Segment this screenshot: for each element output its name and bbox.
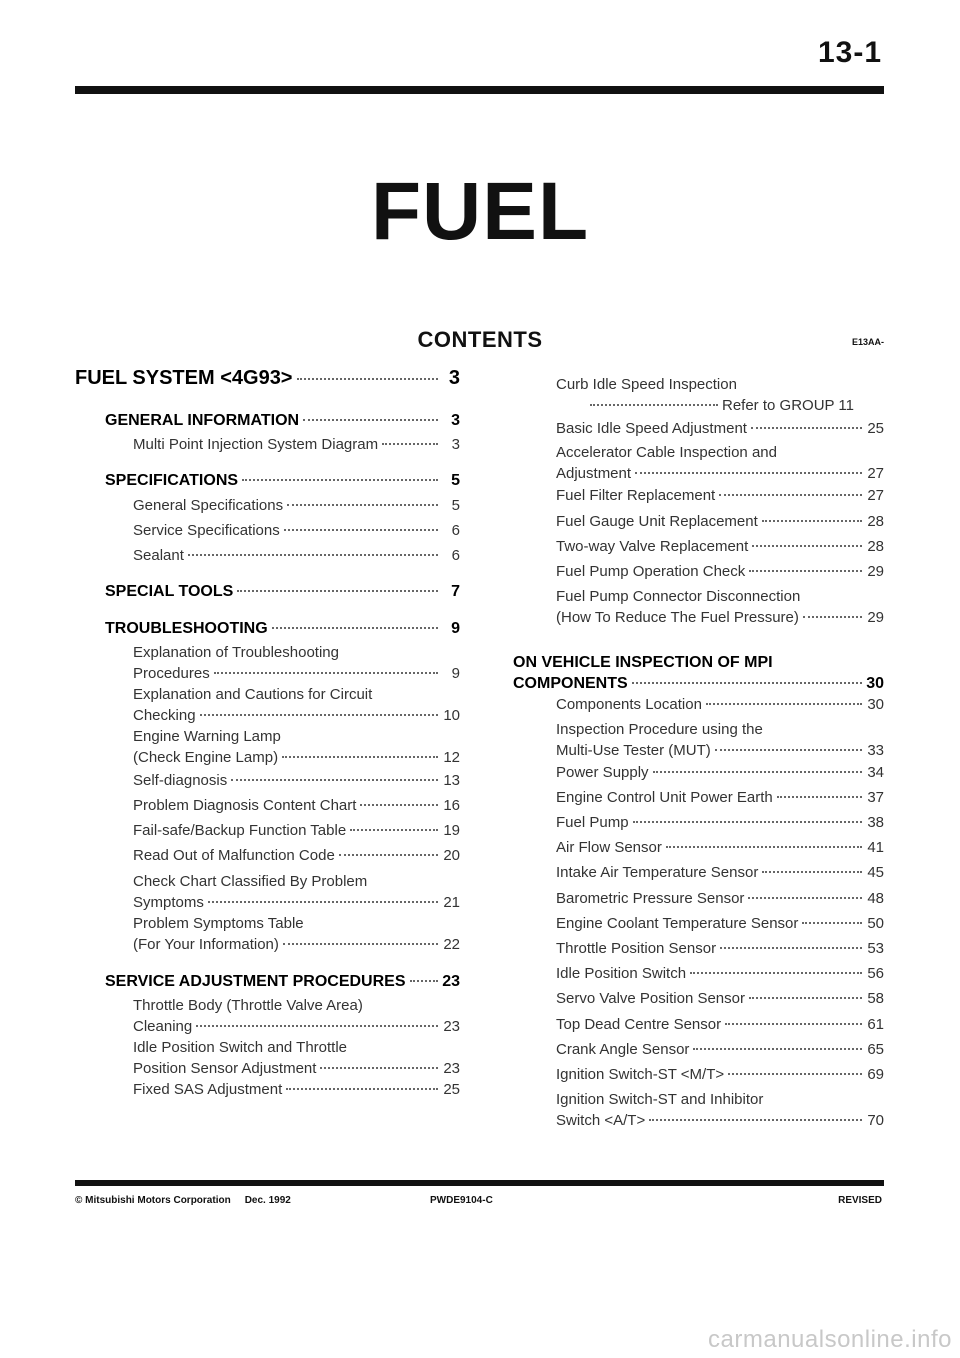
toc-entry-title: Throttle Position Sensor	[556, 940, 717, 957]
toc-entry-service-adjustment-procedures	[75, 971, 460, 992]
toc-entry-title: Fuel Gauge Unit Replacement	[556, 513, 758, 530]
toc-entry-title: Fail-safe/Backup Function Table	[133, 822, 347, 839]
toc-entry-page: 65	[867, 1041, 884, 1058]
toc-entry-title: Power Supply	[556, 764, 649, 781]
toc-leader-dots	[200, 714, 438, 716]
toc-entry-title-line: Explanation and Cautions for Circuit	[133, 686, 373, 703]
toc-entry-page: 27	[867, 487, 884, 504]
toc-entry-title: Multi Point Injection System Diagram	[133, 436, 379, 453]
toc-leader-dots	[749, 997, 862, 999]
toc-entry-intake-air-temperature-sensor	[513, 862, 884, 883]
toc-entry-title: Adjustment	[556, 465, 632, 482]
toc-entry-page: 9	[451, 620, 460, 637]
toc-entry-accelerator-cable-inspection-and-adjustment	[513, 442, 884, 484]
toc-entry-title-line: Inspection Procedure using the	[556, 721, 763, 738]
toc-entry-check-chart-classified-by-problem-symptoms	[75, 871, 460, 913]
toc-leader-dots	[762, 520, 862, 522]
toc-leader-dots	[297, 378, 439, 380]
toc-entry-page: 29	[867, 609, 884, 626]
toc-entry-fuel-filter-replacement	[513, 485, 884, 506]
toc-entry-special-tools	[75, 581, 460, 602]
footer-code: PWDE9104-C	[430, 1195, 493, 1206]
toc-entry-page: 12	[443, 749, 460, 766]
toc-entry-page: 41	[867, 839, 884, 856]
toc-entry-title: Cleaning	[133, 1018, 193, 1035]
toc-entry-two-way-valve-replacement	[513, 536, 884, 557]
toc-entry-title-line: Engine Warning Lamp	[133, 728, 281, 745]
toc-entry-page: 3	[448, 367, 460, 389]
toc-leader-dots	[749, 570, 862, 572]
toc-entry-page: 27	[867, 465, 884, 482]
toc-entry-throttle-position-sensor	[513, 938, 884, 959]
footer-copyright	[75, 1195, 291, 1206]
toc-entry-title-line: Accelerator Cable Inspection and	[556, 444, 777, 461]
toc-entry-page: 25	[867, 420, 884, 437]
toc-leader-dots	[283, 943, 438, 945]
top-rule	[75, 86, 884, 94]
toc-entry-title: Engine Coolant Temperature Sensor	[556, 915, 799, 932]
toc-entry-title: Position Sensor Adjustment	[133, 1060, 317, 1077]
toc-entry-page: 13	[443, 772, 460, 789]
toc-leader-dots	[762, 871, 862, 873]
toc-entry-page: 70	[867, 1112, 884, 1129]
toc-entry-specifications	[75, 470, 460, 491]
toc-entry-servo-valve-position-sensor	[513, 988, 884, 1009]
toc-leader-dots	[728, 1073, 862, 1075]
toc-entry-page: 22	[443, 936, 460, 953]
toc-leader-dots	[777, 796, 862, 798]
toc-entry-barometric-pressure-sensor	[513, 888, 884, 909]
toc-entry-page: 16	[443, 797, 460, 814]
toc-leader-dots	[237, 590, 438, 592]
toc-entry-problem-diagnosis-content-chart	[75, 795, 460, 816]
toc-entry-basic-idle-speed-adjustment	[513, 418, 884, 439]
toc-entry-general-specifications	[75, 495, 460, 516]
toc-entry-page: 3	[451, 412, 460, 429]
contents-heading: CONTENTS	[417, 327, 543, 352]
toc-entry-fail-safe-backup-function-table	[75, 820, 460, 841]
toc-entry-title: SERVICE ADJUSTMENT PROCEDURES	[105, 973, 406, 990]
toc-entry-crank-angle-sensor	[513, 1039, 884, 1060]
toc-leader-dots	[719, 494, 862, 496]
toc-leader-dots	[720, 947, 862, 949]
page-title: FUEL	[370, 166, 590, 257]
toc-entry-title: Switch <A/T>	[556, 1112, 646, 1129]
toc-leader-dots	[286, 1088, 438, 1090]
toc-leader-dots	[690, 972, 862, 974]
toc-entry-page: 6	[451, 547, 460, 564]
toc-entry-title: Fuel Pump	[556, 814, 629, 831]
toc-entry-service-specifications	[75, 520, 460, 541]
toc-entry-sealant	[75, 545, 460, 566]
toc-entry-on-vehicle-inspection-of-mpi-components	[513, 652, 884, 694]
toc-leader-dots	[320, 1067, 438, 1069]
toc-entry-page: 3	[451, 436, 460, 453]
toc-entry-page: 69	[867, 1066, 884, 1083]
toc-entry-problem-symptoms-table-for-your-information	[75, 913, 460, 955]
toc-entry-page: 58	[867, 990, 884, 1007]
toc-entry-title: Fuel Filter Replacement	[556, 487, 716, 504]
toc-entry-components-location	[513, 694, 884, 715]
toc-entry-title: Ignition Switch-ST <M/T>	[556, 1066, 725, 1083]
toc-leader-dots	[350, 829, 438, 831]
toc-entry-title: Service Specifications	[133, 522, 280, 539]
toc-entry-ignition-switch-st-m-t	[513, 1064, 884, 1085]
toc-entry-page: 28	[867, 513, 884, 530]
toc-leader-dots	[706, 703, 862, 705]
toc-entry-page: 23	[442, 973, 460, 990]
toc-entry-title: COMPONENTS	[513, 675, 628, 692]
toc-entry-page: 5	[451, 497, 460, 514]
toc-entry-title: General Specifications	[133, 497, 284, 514]
toc-entry-fuel-pump	[513, 812, 884, 833]
toc-entry-title-line: Curb Idle Speed Inspection	[556, 376, 737, 393]
toc-entry-title: Symptoms	[133, 894, 204, 911]
toc-entry-title: Checking	[133, 707, 196, 724]
footer-status: REVISED	[838, 1195, 882, 1206]
toc-entry-page: 45	[867, 864, 884, 881]
toc-entry-title: Basic Idle Speed Adjustment	[556, 420, 747, 437]
toc-leader-dots	[208, 901, 438, 903]
toc-entry-page: 20	[443, 847, 460, 864]
toc-entry-title: Fixed SAS Adjustment	[133, 1081, 283, 1098]
toc-entry-title: Fuel Pump Operation Check	[556, 563, 746, 580]
toc-entry-title: (How To Reduce The Fuel Pressure)	[556, 609, 799, 626]
toc-entry-page: 28	[867, 538, 884, 555]
toc-entry-page: 19	[443, 822, 460, 839]
toc-entry-multi-point-injection-system-diagram	[75, 434, 460, 455]
toc-entry-top-dead-centre-sensor	[513, 1014, 884, 1035]
toc-leader-dots	[666, 846, 862, 848]
toc-leader-dots	[752, 545, 862, 547]
toc-entry-title: Multi-Use Tester (MUT)	[556, 742, 711, 759]
toc-entry-page: 9	[451, 665, 460, 682]
toc-entry-title: Intake Air Temperature Sensor	[556, 864, 759, 881]
toc-entry-title: Procedures	[133, 665, 210, 682]
toc-entry-title: Engine Control Unit Power Earth	[556, 789, 773, 806]
toc-leader-dots	[590, 404, 718, 406]
toc-entry-title: SPECIFICATIONS	[105, 472, 239, 489]
toc-entry-title: Problem Diagnosis Content Chart	[133, 797, 357, 814]
toc-entry-title-line: Idle Position Switch and Throttle	[133, 1039, 348, 1056]
toc-leader-dots	[693, 1048, 862, 1050]
footer-copyright-text: © Mitsubishi Motors Corporation	[75, 1195, 231, 1206]
toc-entry-title: Components Location	[556, 696, 702, 713]
toc-leader-dots	[360, 804, 438, 806]
toc-entry-page: 21	[443, 894, 460, 911]
toc-entry-page: 48	[867, 890, 884, 907]
toc-leader-dots	[715, 749, 862, 751]
toc-entry-page: 50	[867, 915, 884, 932]
toc-entry-fuel-pump-operation-check	[513, 561, 884, 582]
toc-entry-engine-warning-lamp-check-engine-lamp	[75, 726, 460, 768]
toc-leader-dots	[635, 472, 862, 474]
toc-leader-dots	[282, 756, 438, 758]
toc-entry-title-line: Check Chart Classified By Problem	[133, 873, 368, 890]
toc-entry-title: Top Dead Centre Sensor	[556, 1016, 722, 1033]
toc-leader-dots	[284, 529, 438, 531]
toc-entry-title: Barometric Pressure Sensor	[556, 890, 745, 907]
toc-entry-fuel-pump-connector-disconnection-how-to-reduce-the-fuel-pressure	[513, 586, 884, 628]
bottom-rule	[75, 1180, 884, 1186]
toc-entry-reference: Refer to GROUP 11	[722, 397, 854, 414]
toc-entry-title: Air Flow Sensor	[556, 839, 662, 856]
toc-entry-title: Sealant	[133, 547, 184, 564]
toc-leader-dots	[303, 419, 438, 421]
toc-entry-title: Crank Angle Sensor	[556, 1041, 690, 1058]
toc-leader-dots	[633, 821, 862, 823]
toc-entry-read-out-of-malfunction-code	[75, 845, 460, 866]
toc-entry-general-information	[75, 410, 460, 431]
toc-leader-dots	[231, 779, 438, 781]
page-number: 13-1	[817, 36, 882, 69]
toc-entry-inspection-procedure-using-the-multi-use-tester-mut	[513, 719, 884, 761]
toc-entry-title: SPECIAL TOOLS	[105, 583, 234, 600]
toc-entry-ignition-switch-st-and-inhibitor-switch-a-t	[513, 1089, 884, 1131]
toc-entry-title: Idle Position Switch	[556, 965, 687, 982]
toc-leader-dots	[653, 771, 862, 773]
footer-date: Dec. 1992	[244, 1195, 291, 1206]
toc-entry-page: 30	[866, 675, 884, 692]
toc-entry-engine-control-unit-power-earth	[513, 787, 884, 808]
toc-leader-dots	[242, 479, 438, 481]
toc-entry-page: 38	[867, 814, 884, 831]
toc-leader-dots	[649, 1119, 862, 1121]
toc-entry-page: 5	[451, 472, 460, 489]
toc-entry-idle-position-switch	[513, 963, 884, 984]
toc-entry-self-diagnosis	[75, 770, 460, 791]
toc-entry-page: 53	[867, 940, 884, 957]
toc-entry-title-line: Ignition Switch-ST and Inhibitor	[556, 1091, 764, 1108]
toc-entry-page: 10	[443, 707, 460, 724]
toc-entry-title: FUEL SYSTEM <4G93>	[75, 367, 293, 389]
toc-entry-title-line: Fuel Pump Connector Disconnection	[556, 588, 801, 605]
toc-entry-title-line: Explanation of Troubleshooting	[133, 644, 339, 661]
toc-entry-page: 23	[443, 1060, 460, 1077]
toc-entry-page: 61	[867, 1016, 884, 1033]
toc-leader-dots	[214, 672, 438, 674]
toc-entry-title: Servo Valve Position Sensor	[556, 990, 745, 1007]
toc-entry-troubleshooting	[75, 618, 460, 639]
toc-entry-page: 34	[867, 764, 884, 781]
toc-leader-dots	[803, 616, 862, 618]
toc-leader-dots	[725, 1023, 862, 1025]
toc-entry-page: 29	[867, 563, 884, 580]
toc-leader-dots	[410, 980, 439, 982]
toc-entry-title-line: Problem Symptoms Table	[133, 915, 304, 932]
toc-entry-fuel-gauge-unit-replacement	[513, 511, 884, 532]
watermark: carmanualsonline.info	[708, 1326, 952, 1353]
toc-leader-dots	[339, 854, 438, 856]
toc-entry-explanation-and-cautions-for-circuit-checking	[75, 684, 460, 726]
toc-entry-page: 25	[443, 1081, 460, 1098]
toc-entry-title: TROUBLESHOOTING	[105, 620, 268, 637]
toc-entry-throttle-body-throttle-valve-area-cleaning	[75, 995, 460, 1037]
toc-entry-page: 30	[867, 696, 884, 713]
toc-leader-dots	[751, 427, 862, 429]
toc-leader-dots	[382, 443, 438, 445]
toc-leader-dots	[188, 554, 438, 556]
toc-entry-title: Two-way Valve Replacement	[556, 538, 749, 555]
toc-entry-curb-idle-speed-inspection	[513, 374, 884, 416]
toc-entry-fixed-sas-adjustment	[75, 1079, 460, 1100]
toc-entry-title-line: Throttle Body (Throttle Valve Area)	[133, 997, 363, 1014]
toc-entry-title: (Check Engine Lamp)	[133, 749, 279, 766]
toc-entry-page: 6	[451, 522, 460, 539]
toc-leader-dots	[802, 922, 862, 924]
toc-leader-dots	[632, 682, 862, 684]
toc-entry-title: Self-diagnosis	[133, 772, 228, 789]
toc-leader-dots	[748, 897, 862, 899]
toc-entry-title: GENERAL INFORMATION	[105, 412, 300, 429]
toc-entry-page: 37	[867, 789, 884, 806]
toc-entry-title: (For Your Information)	[133, 936, 279, 953]
toc-entry-page: 7	[451, 583, 460, 600]
toc-entry-explanation-of-troubleshooting-procedures	[75, 642, 460, 684]
toc-leader-dots	[287, 504, 438, 506]
toc-entry-page: 56	[867, 965, 884, 982]
toc-entry-idle-position-switch-and-throttle-position-sensor-adjustment	[75, 1037, 460, 1079]
toc-entry-title: Read Out of Malfunction Code	[133, 847, 335, 864]
toc-entry-page: 23	[443, 1018, 460, 1035]
toc-leader-dots	[196, 1025, 438, 1027]
toc-entry-title-line: ON VEHICLE INSPECTION OF MPI	[513, 654, 773, 671]
toc-entry-power-supply	[513, 762, 884, 783]
toc-entry-engine-coolant-temperature-sensor	[513, 913, 884, 934]
toc-entry-fuel-system-4g93	[75, 368, 460, 389]
toc-leader-dots	[272, 627, 438, 629]
toc-entry-air-flow-sensor	[513, 837, 884, 858]
toc-entry-page: 33	[867, 742, 884, 759]
doc-code: E13AA-	[851, 337, 884, 347]
